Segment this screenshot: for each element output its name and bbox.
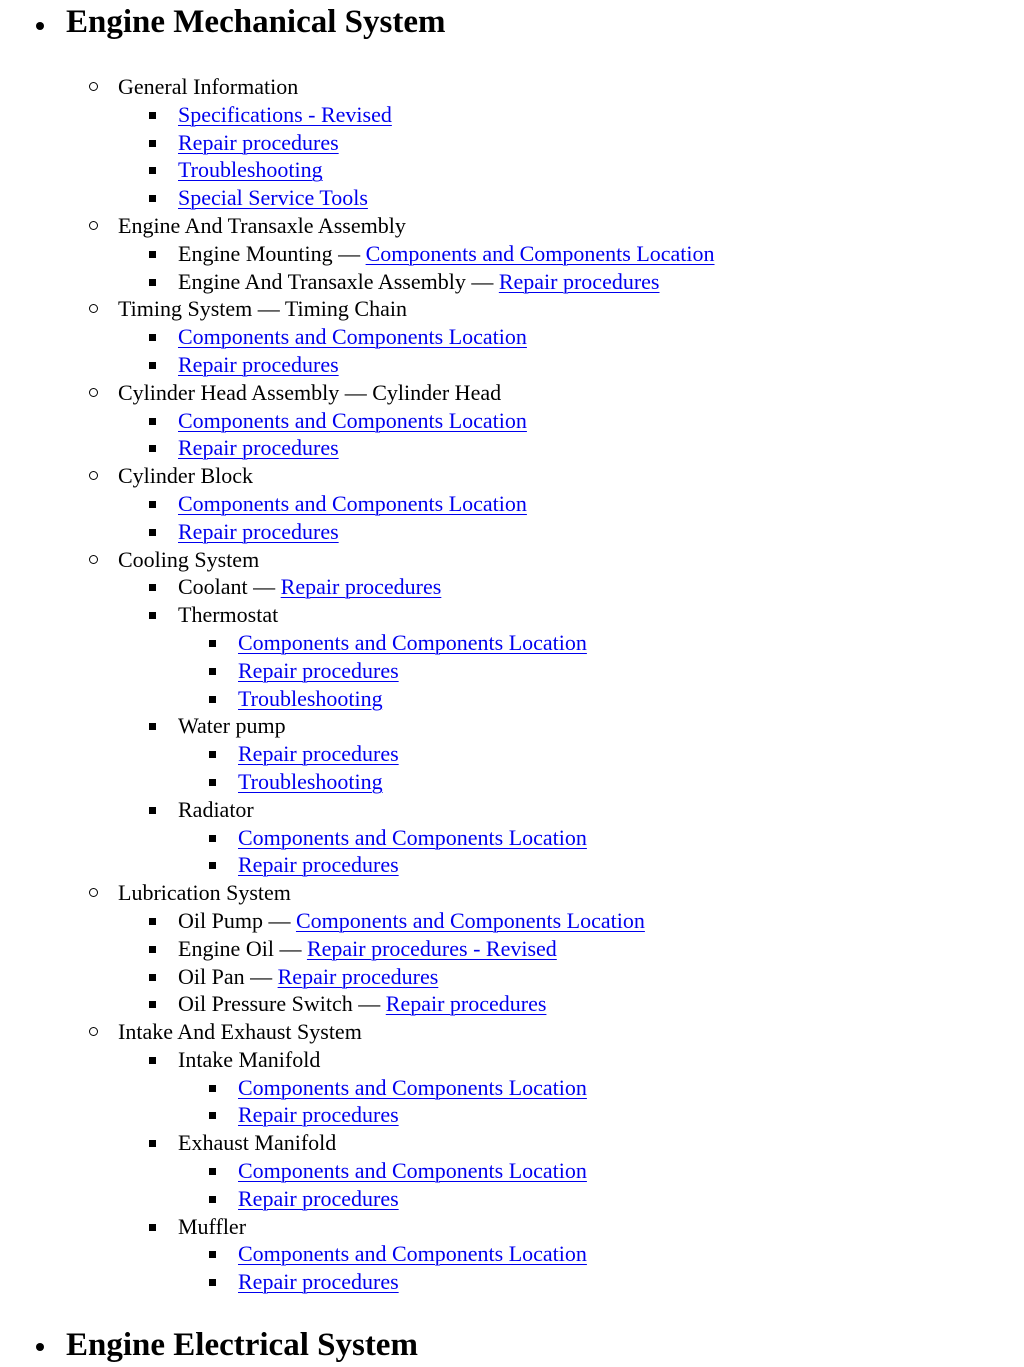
item-list xyxy=(58,490,1024,546)
filled-square-icon xyxy=(209,668,216,675)
item-row xyxy=(178,129,1024,157)
item-label: Engine And Transaxle Assembly xyxy=(178,268,466,294)
group-label: Cooling System xyxy=(118,546,260,572)
item-row xyxy=(238,1240,1024,1268)
list-item xyxy=(118,601,1024,712)
list-item xyxy=(118,712,1024,795)
filled-square-icon xyxy=(149,723,156,730)
group-label: Cylinder Head Assembly — Cylinder Head xyxy=(118,379,502,405)
item-link[interactable]: Repair procedures xyxy=(385,991,547,1017)
item-label: Engine Mounting xyxy=(178,240,333,266)
item-row xyxy=(178,907,1024,935)
item-row xyxy=(178,712,1024,740)
sub-list-item xyxy=(178,851,1024,879)
filled-square-icon xyxy=(149,974,156,981)
list-item xyxy=(118,1129,1024,1212)
item-row xyxy=(178,935,1024,963)
item-link[interactable]: Components and Components Location xyxy=(238,1074,587,1100)
filled-square-icon xyxy=(209,1168,216,1175)
circle-outline-icon xyxy=(89,888,98,897)
item-row xyxy=(178,323,1024,351)
item-label: Intake Manifold xyxy=(178,1046,321,1072)
sub-list-item xyxy=(178,1074,1024,1102)
list-item xyxy=(118,351,1024,379)
item-link[interactable]: Special Service Tools xyxy=(178,185,368,211)
item-label: Exhaust Manifold xyxy=(178,1130,337,1156)
item-list xyxy=(58,907,1024,1018)
item-row xyxy=(238,824,1024,852)
filled-square-icon xyxy=(149,1140,156,1147)
circle-outline-icon xyxy=(89,304,98,313)
sub-item-list xyxy=(118,1074,1024,1130)
filled-square-icon xyxy=(149,279,156,286)
filled-square-icon xyxy=(209,640,216,647)
sub-item-list xyxy=(118,824,1024,880)
group-list xyxy=(59,73,1024,1296)
list-item xyxy=(118,101,1024,129)
sub-list-item xyxy=(178,1268,1024,1296)
filled-square-icon xyxy=(209,779,216,786)
item-row xyxy=(178,573,1024,601)
filled-square-icon xyxy=(149,251,156,258)
item-row xyxy=(178,184,1024,212)
group-label: General Information xyxy=(118,74,299,99)
item-link[interactable]: Repair procedures xyxy=(238,657,399,683)
item-list xyxy=(58,101,1024,212)
item-label: Oil Pan xyxy=(178,963,245,989)
item-link[interactable]: Repair procedures - Revised xyxy=(306,935,557,961)
item-row xyxy=(178,434,1024,462)
list-item xyxy=(118,434,1024,462)
item-link[interactable]: Repair procedures xyxy=(178,351,339,377)
item-list xyxy=(58,1046,1024,1296)
item-row xyxy=(178,1129,1024,1157)
item-row xyxy=(178,156,1024,184)
item-row xyxy=(238,629,1024,657)
item-row xyxy=(178,490,1024,518)
sub-list-item xyxy=(178,1240,1024,1268)
item-list xyxy=(58,407,1024,463)
list-item xyxy=(118,323,1024,351)
item-link[interactable]: Repair procedures xyxy=(238,852,399,878)
item-row xyxy=(178,1213,1024,1241)
list-item xyxy=(118,990,1024,1018)
item-link[interactable]: Components and Components Location xyxy=(178,407,527,433)
sub-list-item xyxy=(178,768,1024,796)
filled-square-icon xyxy=(149,529,156,536)
sub-item-list xyxy=(118,629,1024,712)
item-link[interactable]: Repair procedures xyxy=(280,574,442,600)
sub-list-item xyxy=(178,740,1024,768)
list-item xyxy=(118,518,1024,546)
sub-list-item xyxy=(178,685,1024,713)
filled-square-icon xyxy=(209,1085,216,1092)
list-item xyxy=(118,796,1024,879)
item-row xyxy=(238,768,1024,796)
filled-square-icon xyxy=(149,140,156,147)
item-label: Oil Pump xyxy=(178,907,263,933)
list-item xyxy=(118,1046,1024,1129)
item-label: Oil Pressure Switch xyxy=(178,991,353,1017)
item-link[interactable]: Repair procedures xyxy=(238,1269,399,1295)
item-row xyxy=(238,1157,1024,1185)
filled-square-icon xyxy=(209,862,216,869)
circle-outline-icon xyxy=(89,221,98,230)
item-link[interactable]: Components and Components Location xyxy=(238,629,587,655)
item-label: Coolant xyxy=(178,574,248,600)
separator-dash: — xyxy=(338,240,361,266)
item-row xyxy=(238,1268,1024,1296)
group-label: Timing System — Timing Chain xyxy=(118,296,407,322)
sub-item-list xyxy=(118,740,1024,796)
filled-square-icon xyxy=(209,696,216,703)
item-row xyxy=(178,407,1024,435)
item-link[interactable]: Troubleshooting xyxy=(238,768,383,794)
item-row xyxy=(178,963,1024,991)
sub-list-item xyxy=(178,1185,1024,1213)
separator-dash: — xyxy=(358,991,381,1017)
separator-dash: — xyxy=(268,907,291,933)
sub-list-item xyxy=(178,1101,1024,1129)
item-label: Muffler xyxy=(178,1213,247,1239)
list-item xyxy=(118,907,1024,935)
list-item xyxy=(118,129,1024,157)
item-link[interactable]: Components and Components Location xyxy=(295,907,645,933)
filled-square-icon xyxy=(209,1112,216,1119)
item-row xyxy=(238,1101,1024,1129)
section-title: Engine Electrical System xyxy=(66,1327,418,1364)
filled-square-icon xyxy=(149,418,156,425)
item-row xyxy=(178,351,1024,379)
item-row xyxy=(178,1046,1024,1074)
circle-outline-icon xyxy=(89,555,98,564)
item-label: Thermostat xyxy=(178,602,279,628)
separator-dash: — xyxy=(471,268,494,294)
list-item xyxy=(118,184,1024,212)
filled-square-icon xyxy=(209,1279,216,1286)
item-label: Engine Oil xyxy=(178,935,274,961)
filled-square-icon xyxy=(149,612,156,619)
section-item xyxy=(0,1323,1024,1367)
list-item xyxy=(118,963,1024,991)
list-item xyxy=(118,490,1024,518)
item-link[interactable]: Repair procedures xyxy=(238,741,399,767)
filled-disc-icon xyxy=(36,1343,44,1351)
filled-square-icon xyxy=(209,835,216,842)
sub-list-item xyxy=(178,657,1024,685)
filled-disc-icon xyxy=(36,22,44,30)
item-list xyxy=(58,573,1024,879)
filled-square-icon xyxy=(209,1251,216,1258)
filled-square-icon xyxy=(209,1196,216,1203)
item-row xyxy=(178,990,1024,1018)
filled-square-icon xyxy=(149,167,156,174)
item-link[interactable]: Components and Components Location xyxy=(238,1241,587,1267)
group-item xyxy=(59,295,1024,378)
sub-item-list xyxy=(118,1157,1024,1213)
item-row xyxy=(238,685,1024,713)
item-link[interactable]: Components and Components Location xyxy=(365,240,715,266)
list-item xyxy=(118,1213,1024,1296)
filled-square-icon xyxy=(149,807,156,814)
filled-square-icon xyxy=(149,584,156,591)
filled-square-icon xyxy=(149,946,156,953)
item-link[interactable]: Repair procedures xyxy=(178,435,339,461)
group-item xyxy=(59,73,1024,212)
item-row xyxy=(178,796,1024,824)
item-row xyxy=(178,518,1024,546)
list-item xyxy=(118,407,1024,435)
item-label: Water pump xyxy=(178,713,286,739)
filled-square-icon xyxy=(209,751,216,758)
group-item xyxy=(59,879,1024,1018)
filled-square-icon xyxy=(149,195,156,202)
filled-square-icon xyxy=(149,362,156,369)
list-item xyxy=(118,935,1024,963)
item-link[interactable]: Repair procedures xyxy=(238,1102,399,1128)
sub-list-item xyxy=(178,824,1024,852)
item-link[interactable]: Specifications - Revised xyxy=(178,101,392,127)
circle-outline-icon xyxy=(89,1027,98,1036)
filled-square-icon xyxy=(149,1001,156,1008)
item-row xyxy=(238,657,1024,685)
item-row xyxy=(178,240,1024,268)
item-link[interactable]: Components and Components Location xyxy=(238,824,587,850)
sub-item-list xyxy=(118,1240,1024,1296)
filled-square-icon xyxy=(149,1057,156,1064)
filled-square-icon xyxy=(149,1224,156,1231)
circle-outline-icon xyxy=(89,471,98,480)
filled-square-icon xyxy=(149,112,156,119)
item-row xyxy=(238,740,1024,768)
item-row xyxy=(178,268,1024,296)
group-item xyxy=(59,212,1024,295)
group-item xyxy=(59,462,1024,545)
item-list xyxy=(58,323,1024,379)
list-item xyxy=(118,240,1024,268)
group-label: Lubrication System xyxy=(118,880,291,906)
separator-dash: — xyxy=(250,963,273,989)
filled-square-icon xyxy=(149,445,156,452)
item-link[interactable]: Troubleshooting xyxy=(238,685,383,711)
filled-square-icon xyxy=(149,918,156,925)
separator-dash: — xyxy=(253,574,276,600)
item-link[interactable]: Components and Components Location xyxy=(178,324,527,350)
group-label: Cylinder Block xyxy=(118,463,254,489)
item-list xyxy=(58,240,1024,296)
item-link[interactable]: Repair procedures xyxy=(178,129,339,155)
item-link[interactable]: Troubleshooting xyxy=(178,157,323,183)
group-item xyxy=(59,1018,1024,1296)
group-item xyxy=(59,379,1024,462)
filled-square-icon xyxy=(149,501,156,508)
item-row xyxy=(178,101,1024,129)
item-link[interactable]: Components and Components Location xyxy=(238,1158,587,1184)
sub-list-item xyxy=(178,1157,1024,1185)
item-label: Radiator xyxy=(178,796,254,822)
item-row xyxy=(238,851,1024,879)
item-link[interactable]: Repair procedures xyxy=(238,1185,399,1211)
item-row xyxy=(238,1074,1024,1102)
group-label: Engine And Transaxle Assembly xyxy=(118,212,406,238)
item-link[interactable]: Repair procedures xyxy=(277,963,439,989)
filled-square-icon xyxy=(149,334,156,341)
list-item xyxy=(118,156,1024,184)
circle-outline-icon xyxy=(89,388,98,397)
group-item xyxy=(59,546,1024,880)
list-item xyxy=(118,268,1024,296)
circle-outline-icon xyxy=(89,82,98,91)
item-link[interactable]: Repair procedures xyxy=(178,518,339,544)
list-item xyxy=(118,573,1024,601)
group-label: Intake And Exhaust System xyxy=(118,1019,362,1045)
separator-dash: — xyxy=(279,935,302,961)
item-link[interactable]: Repair procedures xyxy=(498,268,660,294)
item-row xyxy=(178,601,1024,629)
item-link[interactable]: Components and Components Location xyxy=(178,490,527,516)
item-row xyxy=(238,1185,1024,1213)
section-title: Engine Mechanical System xyxy=(66,4,446,40)
sub-list-item xyxy=(178,629,1024,657)
